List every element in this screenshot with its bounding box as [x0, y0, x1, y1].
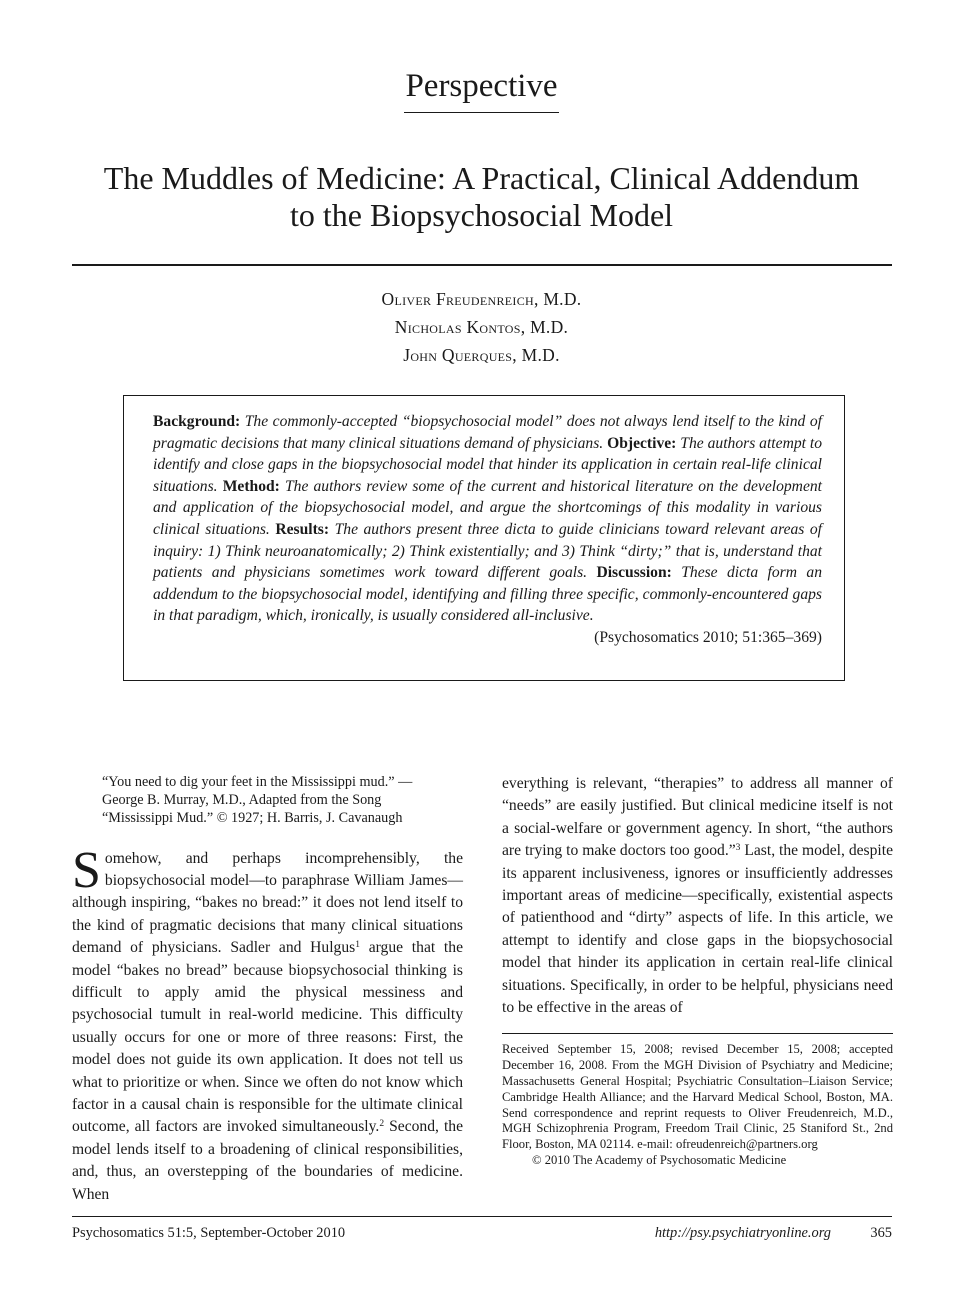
body-left-part3: Second, the model lends itself to a broadening of clinical responsibilities, and, thus, an overstepping of the boundaries of medicine. When	[72, 1118, 463, 1203]
body-text-left	[72, 841, 463, 1207]
author-3: John Querques, M.D.	[403, 345, 560, 365]
journal-url-link[interactable]: http://psy.psychiatryonline.org	[654, 1225, 831, 1241]
discussion-label: Discussion:	[596, 564, 682, 582]
results-label: Results:	[275, 520, 335, 538]
objective-text: The authors attempt to identify and close gaps in the biopsychosocial model that hinder its application in certain real-life clinical situations.	[153, 434, 823, 495]
section-label-text: Perspective	[404, 68, 558, 113]
section-label	[0, 68, 963, 113]
background-text: The commonly-accepted “biopsychosocial model” does not always lend itself to the kind of pragmatic decisions that many clinical situations demand of physicians.	[153, 413, 822, 452]
reference-1: 1	[355, 940, 360, 951]
discussion-text: These dicta form an addendum to the biopsychosocial model, identifying and filling three specific, commonly-encountered gaps in that paradigm, which, ironically, is usually considered all-inclusive.	[153, 564, 822, 625]
article-title: The Muddles of Medicine: A Practical, Clinical Addendum to the Biopsychosocial Model	[103, 160, 860, 233]
drop-cap: S	[72, 841, 101, 899]
body-right-part2: Last, the model, despite its apparent inclusiveness, ignores or insufficiently addresses important areas of medicine—specifically, existential aspects of patienthood and “dirty” aspects of life. In this article, we attempt to identify and close gaps in the biopsychosocial model that hinder its application in certain real-life clinical situations. Specifically, in order to be helpful, physicians need to be effective in the areas of	[502, 842, 893, 1017]
body-left-part1: omehow, and perhaps incomprehensibly, the biopsychosocial model—to paraphrase William James—although inspiring, “bakes no bread:” it does not lend itself to the kind of pragmatic decisions that many clinical situations demand of physicians. Sadler and Hulgus	[72, 849, 463, 957]
left-column	[72, 773, 463, 1206]
body-right-paragraph	[502, 773, 893, 1019]
abstract-citation: (Psychosomatics 2010; 51:365–369)	[594, 628, 822, 646]
copyright-notice: © 2010 The Academy of Psychosomatic Medicine	[532, 1153, 787, 1168]
footer-divider	[72, 1216, 892, 1217]
correspondence-footnote: Received September 15, 2008; revised December 15, 2008; accepted December 16, 2008. From the MGH Division of Psychiatry and Medicine; Massachusetts General Hospital; Psychiatric Consultation–Liaison Service; Cambridge Health Alliance; and the Harvard Medical School, Boston, MA. Send correspondence and reprint requests to Oliver Freudenreich, M.D., MGH Schizophrenia Program, Freedom Trail Clinic, 25 Staniford St., 2nd Floor, Boston, MA 02114. e-mail: ofreudenreich@partners.org	[502, 1042, 893, 1152]
abstract-box	[123, 395, 845, 681]
background-label: Background:	[153, 413, 245, 430]
method-label: Method:	[222, 477, 285, 495]
author-list	[0, 285, 963, 369]
footnote-divider	[502, 1033, 893, 1034]
author-1: Oliver Freudenreich, M.D.	[381, 289, 582, 309]
body-left-part2: argue that the model “bakes no bread” because biopsychosocial thinking is difficult to apply amid the physical messiness and psychosocial tumult in real-world medicine. This difficulty usually occurs for one or more of three reasons: First, the model does not guide its own application. It does not tell us what to prioritize or when. Since we often do not know which factor in a causal chain is responsible for the ultimate clinical outcome, all factors are invoked simultaneously.	[72, 939, 463, 1136]
author-2: Nicholas Kontos, M.D.	[394, 317, 569, 337]
title-divider	[72, 264, 892, 266]
right-column	[502, 773, 893, 1169]
intro-paragraph	[72, 841, 463, 1207]
results-text: The authors present three dicta to guide clinicians toward relevant areas of inquiry: 1) Think neuroanatomically; 2) Think existentially; and 3) Think “dirty;” that is, understand that patients and physicians sometimes work toward different goals.	[153, 520, 823, 582]
reference-2: 2	[379, 1119, 385, 1130]
body-right-part1: everything is relevant, “therapies” to address all manner of “needs” are easily justified. But clinical medicine itself is not a social-welfare or government agency. In short, “the authors are trying to make doctors too good.”	[502, 775, 893, 860]
method-text: The authors review some of the current and historical literature on the development and application of the biopsychosocial model, and argue the shortcomings of this modality in various clinical situations.	[153, 477, 822, 538]
epigraph: “You need to dig your feet in the Mississippi mud.” — George B. Murray, M.D., Adapted from the Song “Mississippi Mud.” © 1927; H. Barris, J. Cavanaugh	[102, 774, 413, 827]
page-number: 365	[870, 1225, 892, 1241]
objective-label: Objective:	[607, 434, 681, 452]
journal-citation: Psychosomatics 51:5, September-October 2010	[72, 1225, 346, 1241]
reference-3: 3	[735, 843, 741, 854]
